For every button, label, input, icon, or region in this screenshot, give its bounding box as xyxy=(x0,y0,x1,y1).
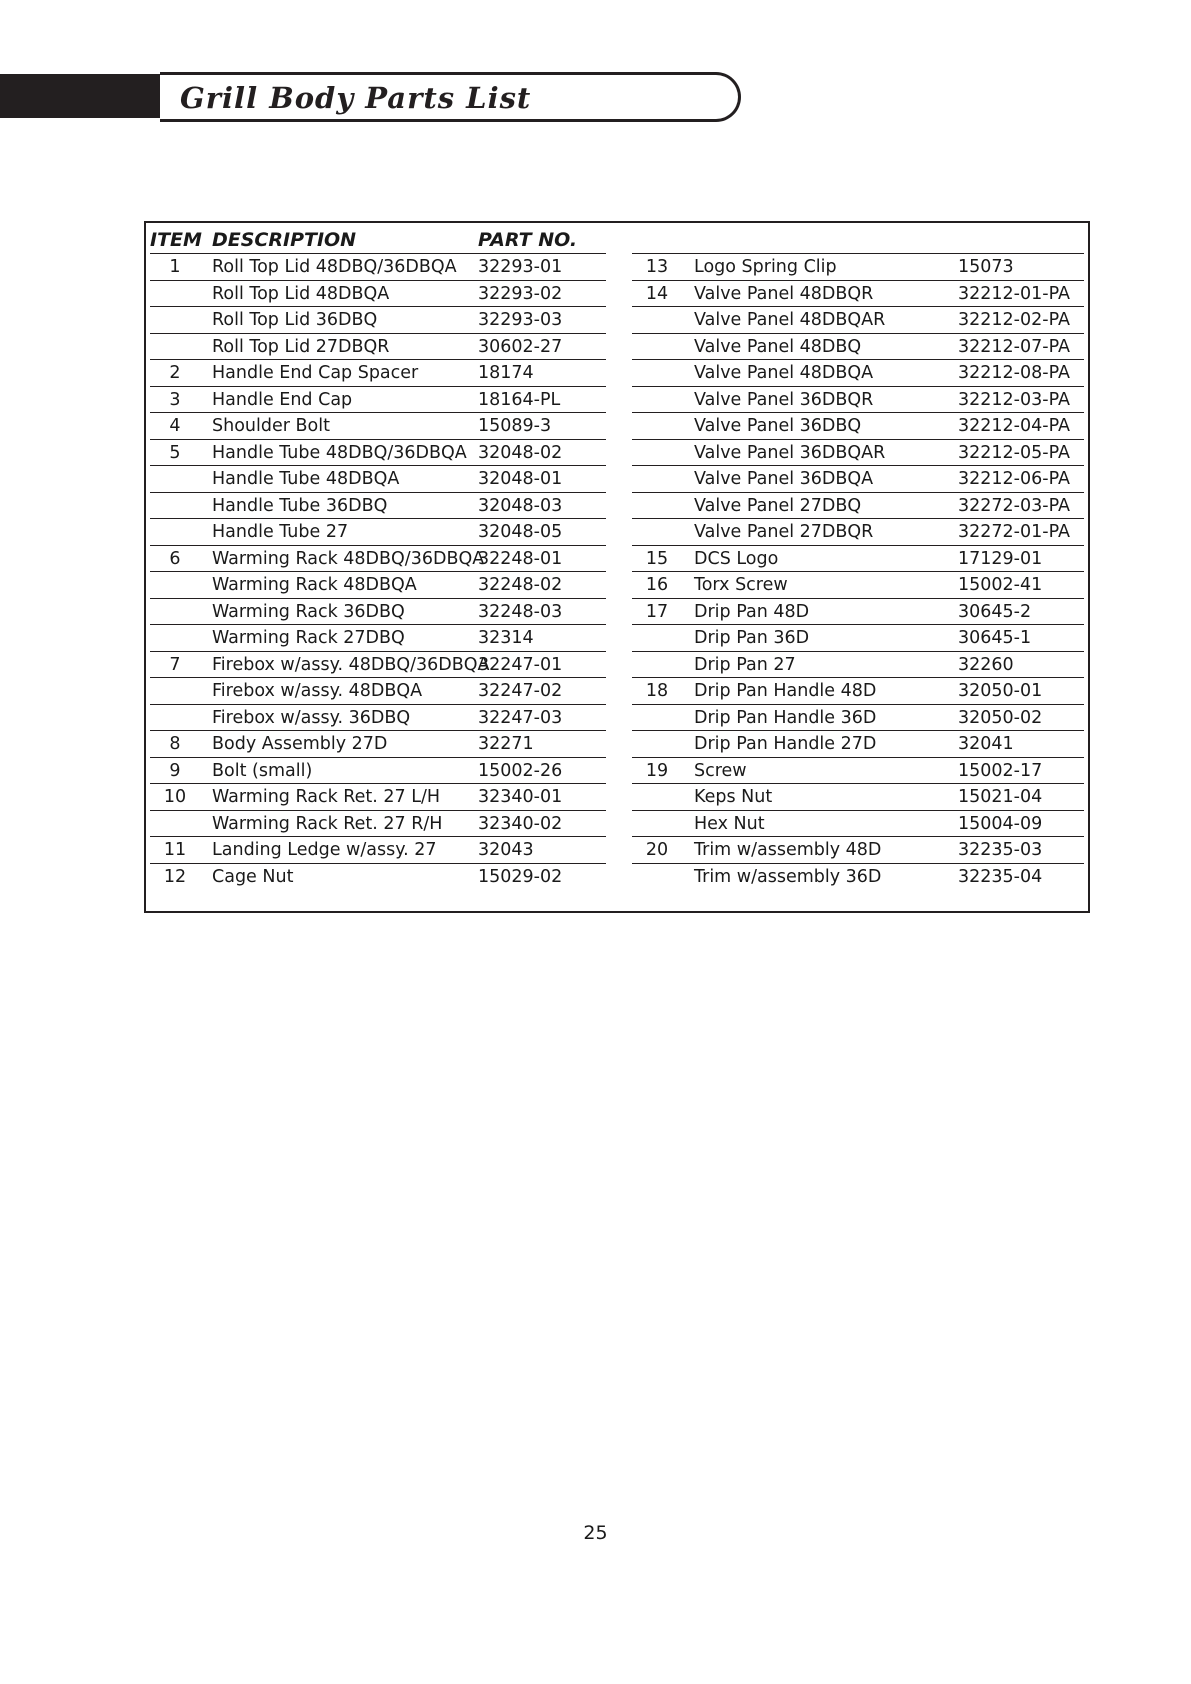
row-description: Handle End Cap Spacer xyxy=(212,363,419,383)
row-description: Handle Tube 27 xyxy=(212,522,349,542)
table-row xyxy=(150,465,606,492)
row-description: Valve Panel 27DBQR xyxy=(694,522,874,542)
row-description: Roll Top Lid 36DBQ xyxy=(212,310,378,330)
row-part-no: 32212-01-PA xyxy=(958,283,1070,304)
table-row xyxy=(632,253,1084,280)
table-row xyxy=(150,253,606,280)
row-part-no: 32248-03 xyxy=(478,601,563,622)
table-row xyxy=(150,518,606,545)
row-item: 15 xyxy=(645,548,669,569)
table-row xyxy=(150,333,606,360)
row-description: Valve Panel 36DBQ xyxy=(694,416,862,436)
table-row xyxy=(150,651,606,678)
table-row xyxy=(150,783,606,810)
row-part-no: 32043 xyxy=(478,840,534,860)
row-description: Valve Panel 36DBQAR xyxy=(694,442,886,463)
table-row xyxy=(632,439,1084,466)
row-part-no: 32247-02 xyxy=(478,681,563,701)
row-part-no: 15021-04 xyxy=(958,787,1043,807)
table-row xyxy=(632,651,1084,678)
table-row xyxy=(150,810,606,837)
row-part-no: 32272-01-PA xyxy=(958,522,1070,542)
page-number: 25 xyxy=(583,1522,608,1544)
table-row xyxy=(632,280,1084,307)
header-description: DESCRIPTION xyxy=(212,229,357,251)
row-part-no: 32048-05 xyxy=(478,522,563,542)
row-part-no: 32048-03 xyxy=(478,495,563,516)
row-description: Valve Panel 36DBQA xyxy=(694,469,874,489)
table-row xyxy=(150,545,606,572)
row-part-no: 32235-03 xyxy=(958,840,1043,860)
parts-table xyxy=(144,221,1090,913)
table-row xyxy=(632,386,1084,413)
row-description: Body Assembly 27D xyxy=(212,734,388,754)
row-part-no: 32248-01 xyxy=(478,548,563,569)
left-rows xyxy=(150,253,606,889)
row-description: Logo Spring Clip xyxy=(694,257,837,277)
row-description: Handle Tube 48DBQ/36DBQA xyxy=(212,442,467,463)
row-description: Cage Nut xyxy=(212,866,294,887)
row-description: Valve Panel 36DBQR xyxy=(694,389,874,410)
row-description: Keps Nut xyxy=(694,787,773,807)
table-row xyxy=(150,412,606,439)
row-description: Roll Top Lid 48DBQ/36DBQA xyxy=(212,257,457,277)
table-row xyxy=(150,386,606,413)
row-item: 14 xyxy=(645,283,669,304)
row-part-no: 32212-04-PA xyxy=(958,416,1070,436)
row-item: 16 xyxy=(645,575,669,595)
table-row xyxy=(150,439,606,466)
row-part-no: 15002-26 xyxy=(478,760,563,781)
table-row xyxy=(632,677,1084,704)
row-part-no: 32314 xyxy=(478,628,534,648)
row-part-no: 30645-1 xyxy=(958,628,1032,648)
row-part-no: 18164-PL xyxy=(478,389,561,410)
row-description: Valve Panel 48DBQR xyxy=(694,283,874,304)
row-description: Torx Screw xyxy=(694,575,788,595)
table-row xyxy=(632,412,1084,439)
row-description: Warming Rack 27DBQ xyxy=(212,628,405,648)
table-row xyxy=(150,306,606,333)
row-description: Valve Panel 48DBQ xyxy=(694,336,862,357)
header-part-no: PART NO. xyxy=(478,229,578,251)
row-description: Drip Pan 27 xyxy=(694,654,796,675)
row-description: Warming Rack Ret. 27 R/H xyxy=(212,813,443,834)
row-part-no: 32212-08-PA xyxy=(958,363,1070,383)
row-part-no: 32212-05-PA xyxy=(958,442,1070,463)
row-part-no: 32293-01 xyxy=(478,257,563,277)
row-item: 12 xyxy=(163,866,187,887)
row-part-no: 15002-17 xyxy=(958,760,1043,781)
row-description: Bolt (small) xyxy=(212,760,313,781)
table-row xyxy=(150,757,606,784)
row-part-no: 32271 xyxy=(478,734,534,754)
page-title: Grill Body Parts List xyxy=(180,81,532,115)
row-part-no: 32048-02 xyxy=(478,442,563,463)
row-description: Valve Panel 48DBQA xyxy=(694,363,874,383)
row-part-no: 32248-02 xyxy=(478,575,563,595)
table-row xyxy=(150,359,606,386)
table-row xyxy=(632,465,1084,492)
row-part-no: 32212-06-PA xyxy=(958,469,1070,489)
table-row xyxy=(632,306,1084,333)
row-part-no: 32272-03-PA xyxy=(958,495,1070,516)
header-item: ITEM xyxy=(150,229,202,251)
table-row xyxy=(632,333,1084,360)
row-part-no: 15002-41 xyxy=(958,575,1043,595)
row-description: Warming Rack Ret. 27 L/H xyxy=(212,787,441,807)
table-row xyxy=(632,545,1084,572)
row-part-no: 15029-02 xyxy=(478,866,563,887)
row-part-no: 32048-01 xyxy=(478,469,563,489)
row-item: 4 xyxy=(169,416,181,436)
row-description: Warming Rack 48DBQ/36DBQA xyxy=(212,548,485,569)
row-part-no: 32293-02 xyxy=(478,283,563,304)
table-row xyxy=(632,359,1084,386)
right-rows xyxy=(632,253,1084,889)
row-part-no: 32050-01 xyxy=(958,681,1043,701)
row-item: 18 xyxy=(645,681,669,701)
table-row xyxy=(150,730,606,757)
row-item: 9 xyxy=(169,760,181,781)
row-description: Warming Rack 36DBQ xyxy=(212,601,405,622)
row-part-no: 32340-01 xyxy=(478,787,563,807)
row-part-no: 32050-02 xyxy=(958,707,1043,728)
row-part-no: 15004-09 xyxy=(958,813,1043,834)
row-part-no: 32260 xyxy=(958,654,1014,675)
row-item: 10 xyxy=(163,787,187,807)
table-row xyxy=(632,810,1084,837)
row-part-no: 32340-02 xyxy=(478,813,563,834)
row-description: Handle Tube 36DBQ xyxy=(212,495,388,516)
row-part-no: 32212-07-PA xyxy=(958,336,1070,357)
table-row xyxy=(150,280,606,307)
row-part-no: 32212-03-PA xyxy=(958,389,1070,410)
table-header-row xyxy=(150,223,606,251)
table-row xyxy=(632,598,1084,625)
table-row xyxy=(632,624,1084,651)
row-part-no: 17129-01 xyxy=(958,548,1043,569)
row-description: DCS Logo xyxy=(694,548,779,569)
table-row xyxy=(632,783,1084,810)
row-item: 17 xyxy=(645,601,669,622)
table-row xyxy=(632,836,1084,863)
table-row xyxy=(150,492,606,519)
row-description: Drip Pan Handle 36D xyxy=(694,707,877,728)
table-row xyxy=(632,730,1084,757)
row-description: Handle Tube 48DBQA xyxy=(212,469,400,489)
row-item: 13 xyxy=(645,257,669,277)
row-part-no: 32212-02-PA xyxy=(958,310,1070,330)
row-description: Shoulder Bolt xyxy=(212,416,330,436)
row-description: Valve Panel 27DBQ xyxy=(694,495,862,516)
row-description: Firebox w/assy. 36DBQ xyxy=(212,707,411,728)
row-part-no: 32235-04 xyxy=(958,866,1043,887)
row-part-no: 32293-03 xyxy=(478,310,563,330)
table-row xyxy=(150,677,606,704)
row-item: 19 xyxy=(645,760,669,781)
row-description: Drip Pan 48D xyxy=(694,601,810,622)
row-part-no: 32041 xyxy=(958,734,1014,754)
row-description: Screw xyxy=(694,760,747,781)
row-description: Firebox w/assy. 48DBQA xyxy=(212,681,423,701)
row-item: 3 xyxy=(169,389,181,410)
row-description: Drip Pan 36D xyxy=(694,628,810,648)
row-item: 5 xyxy=(169,442,181,463)
row-description: Landing Ledge w/assy. 27 xyxy=(212,840,437,860)
row-part-no: 32247-03 xyxy=(478,707,563,728)
table-row xyxy=(632,704,1084,731)
table-row xyxy=(632,863,1084,890)
row-item: 11 xyxy=(163,840,187,860)
row-description: Hex Nut xyxy=(694,813,765,834)
row-description: Roll Top Lid 27DBQR xyxy=(212,336,390,357)
row-item: 7 xyxy=(169,654,181,675)
row-description: Trim w/assembly 36D xyxy=(694,866,882,887)
row-part-no: 30602-27 xyxy=(478,336,563,357)
table-row xyxy=(632,518,1084,545)
row-item: 6 xyxy=(169,548,181,569)
row-description: Firebox w/assy. 48DBQ/36DBQA xyxy=(212,654,490,675)
row-part-no: 15089-3 xyxy=(478,416,552,436)
row-description: Handle End Cap xyxy=(212,389,353,410)
row-description: Roll Top Lid 48DBQA xyxy=(212,283,390,304)
row-item: 20 xyxy=(645,840,669,860)
row-item: 1 xyxy=(169,257,181,277)
row-description: Warming Rack 48DBQA xyxy=(212,575,417,595)
table-row xyxy=(150,598,606,625)
table-row xyxy=(150,704,606,731)
table-row xyxy=(632,757,1084,784)
row-part-no: 18174 xyxy=(478,363,534,383)
header-bar xyxy=(0,74,165,118)
table-row xyxy=(150,571,606,598)
table-row xyxy=(632,571,1084,598)
row-part-no: 30645-2 xyxy=(958,601,1032,622)
row-item: 2 xyxy=(169,363,181,383)
row-description: Valve Panel 48DBQAR xyxy=(694,310,886,330)
row-description: Drip Pan Handle 27D xyxy=(694,734,877,754)
row-part-no: 15073 xyxy=(958,257,1014,277)
row-description: Trim w/assembly 48D xyxy=(694,840,882,860)
row-part-no: 32247-01 xyxy=(478,654,563,675)
table-row xyxy=(632,492,1084,519)
row-item: 8 xyxy=(169,734,181,754)
table-row xyxy=(150,624,606,651)
table-row xyxy=(150,836,606,863)
table-row xyxy=(150,863,606,890)
row-description: Drip Pan Handle 48D xyxy=(694,681,877,701)
